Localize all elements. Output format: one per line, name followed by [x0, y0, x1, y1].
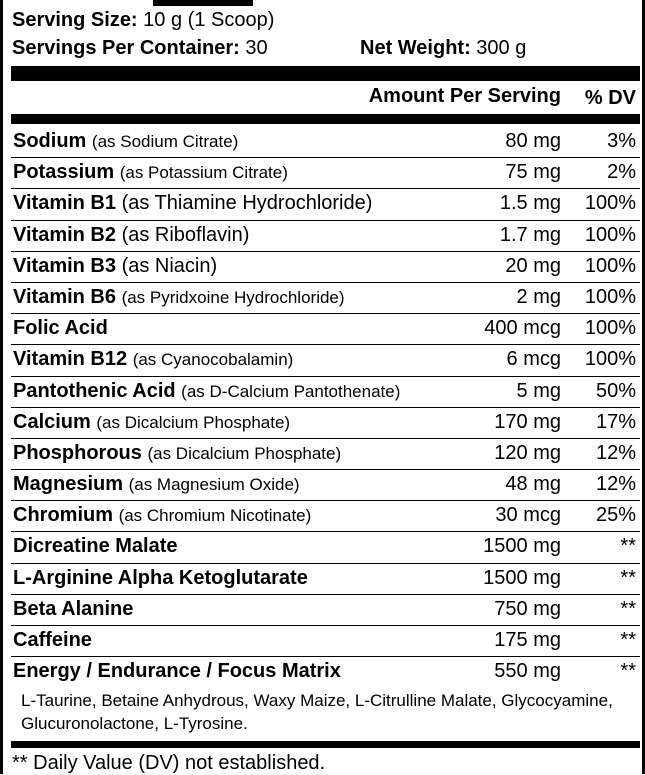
nutrient-source: (as Chromium Nicotinate) [118, 506, 312, 526]
nutrient-amount: 120 mg [494, 441, 561, 464]
nutrient-name-text: Pantothenic Acid [13, 379, 176, 402]
nutrient-source: (as Sodium Citrate) [91, 132, 239, 151]
nutrient-source: (as Dicalcium Phosphate) [96, 412, 291, 432]
nutrient-daily-value: 3% [607, 130, 636, 152]
nutrient-name [13, 255, 217, 278]
net-weight-value: 300 g [476, 37, 527, 59]
nutrient-table [11, 127, 640, 688]
nutrient-name-text: Vitamin B2 [13, 223, 116, 246]
nutrient-name-text: Calcium [13, 410, 91, 433]
nutrient-amount: 550 mg [494, 660, 561, 683]
amount-per-serving-header: Amount Per Serving [368, 85, 561, 107]
nutrient-daily-value: 17% [595, 410, 636, 433]
nutrient-name [13, 317, 108, 340]
net-weight [360, 36, 526, 60]
nutrient-amount: 75 mg [505, 161, 561, 184]
nutrient-name-text: Chromium [13, 504, 113, 527]
nutrient-daily-value: ** [620, 535, 636, 558]
nutrient-daily-value: ** [620, 597, 636, 620]
table-row [11, 158, 640, 189]
serving-size-value: 10 g (1 Scoop) [143, 9, 275, 31]
table-row [11, 189, 640, 220]
nutrient-name [13, 348, 293, 371]
nutrient-daily-value: 2% [607, 161, 636, 184]
nutrient-daily-value: 50% [595, 379, 636, 402]
table-row [11, 626, 640, 657]
table-row [11, 314, 640, 345]
table-row [11, 595, 640, 626]
nutrient-name [13, 192, 372, 215]
servings-per-container-line [12, 36, 632, 60]
nutrient-daily-value: ** [620, 629, 636, 651]
nutrient-amount: 80 mg [505, 130, 561, 152]
nutrient-name-text: Caffeine [13, 629, 92, 651]
nutrient-daily-value: 100% [584, 317, 636, 340]
nutrient-amount: 1.7 mg [499, 223, 561, 246]
table-row [11, 470, 640, 501]
nutrient-amount: 1500 mg [483, 535, 561, 558]
nutrient-amount: 1500 mg [483, 566, 561, 589]
divider-medium [11, 114, 640, 124]
nutrient-name-text: Energy / Endurance / Focus Matrix [13, 660, 341, 683]
nutrient-name-text: Beta Alanine [13, 597, 134, 620]
nutrient-name-text: Vitamin B1 [13, 192, 116, 215]
nutrient-name-text: Vitamin B12 [13, 348, 128, 371]
nutrient-name [13, 442, 341, 465]
nutrient-name [13, 504, 311, 527]
nutrient-daily-value: 100% [584, 192, 636, 215]
nutrient-name-text: Potassium [13, 161, 115, 184]
nutrient-daily-value: 100% [584, 285, 636, 308]
nutrient-amount: 1.5 mg [499, 192, 561, 215]
nutrient-name-text: Vitamin B6 [13, 285, 116, 308]
servings-per-container-value: 30 [245, 37, 268, 59]
nutrient-source: (as Riboflavin) [121, 223, 250, 246]
nutrient-daily-value: 25% [595, 504, 636, 527]
nutrient-amount: 48 mg [505, 473, 561, 496]
nutrient-name [13, 567, 308, 590]
table-row [11, 439, 640, 470]
net-weight-label: Net Weight: [360, 37, 471, 59]
footnote: ** Daily Value (DV) not established. [12, 752, 326, 774]
table-row [11, 657, 640, 688]
nutrient-daily-value: 12% [595, 441, 636, 464]
nutrient-amount: 6 mcg [506, 348, 561, 371]
nutrient-source: (as Magnesium Oxide) [128, 475, 300, 495]
nutrient-name [13, 161, 288, 184]
nutrient-daily-value: 100% [584, 348, 636, 371]
nutrient-source: (as D-Calcium Pantothenate) [181, 381, 401, 401]
nutrient-name-text: Magnesium [13, 473, 124, 496]
table-row [11, 377, 640, 408]
nutrient-name-text: Sodium [13, 130, 87, 152]
nutrient-name [13, 224, 249, 247]
nutrient-amount: 400 mcg [484, 317, 561, 340]
servings-per-container-label: Servings Per Container: [12, 37, 240, 59]
table-row [11, 501, 640, 532]
nutrient-name [13, 535, 178, 558]
nutrient-amount: 20 mg [505, 254, 561, 277]
table-row [11, 532, 640, 563]
table-row [11, 408, 640, 439]
nutrient-name-text: Dicreatine Malate [13, 535, 178, 558]
nutrient-daily-value: ** [620, 566, 636, 589]
nutrient-name-text: Vitamin B3 [13, 254, 116, 277]
nutrient-name-text: Folic Acid [13, 317, 108, 340]
divider-thick [11, 66, 640, 81]
nutrient-amount: 2 mg [516, 285, 561, 308]
nutrient-name [13, 286, 345, 309]
nutrient-amount: 30 mcg [495, 504, 561, 527]
nutrient-daily-value: ** [620, 660, 636, 683]
nutrient-source: (as Niacin) [121, 254, 218, 277]
nutrient-name [13, 660, 341, 683]
column-header-row [11, 84, 640, 112]
nutrient-source: (as Thiamine Hydrochloride) [121, 192, 373, 215]
nutrient-source: (as Cyanocobalamin) [132, 350, 294, 370]
nutrient-name [13, 598, 133, 621]
nutrient-amount: 175 mg [494, 629, 561, 651]
nutrient-name-text: L-Arginine Alpha Ketoglutarate [13, 566, 308, 589]
nutrient-amount: 750 mg [494, 597, 561, 620]
nutrient-source: (as Dicalcium Phosphate) [147, 443, 342, 463]
table-row [11, 127, 640, 158]
nutrient-amount: 170 mg [494, 410, 561, 433]
table-row [11, 252, 640, 283]
nutrient-source: (as Potassium Citrate) [119, 163, 288, 183]
nutrient-daily-value: 100% [584, 223, 636, 246]
nutrient-name [13, 130, 238, 153]
serving-size-label: Serving Size: [12, 9, 138, 31]
nutrient-name [13, 411, 290, 434]
nutrient-amount: 5 mg [516, 379, 561, 402]
table-row [11, 564, 640, 595]
nutrient-name [13, 629, 92, 652]
nutrient-source: (as Pyridxoine Hydrochloride) [121, 287, 345, 307]
table-row [11, 221, 640, 252]
nutrient-daily-value: 12% [595, 473, 636, 496]
matrix-ingredients: L-Taurine, Betaine Anhydrous, Waxy Maize, L-Citrulline Malate, Glycocyamine, Glucuronolactone, L-Tyrosine. [21, 691, 613, 733]
percent-dv-header: % DV [584, 87, 636, 109]
nutrient-name [13, 380, 400, 403]
table-row [11, 283, 640, 314]
nutrient-name [13, 473, 300, 496]
table-row [11, 345, 640, 376]
title-remnant [153, 0, 253, 6]
nutrient-daily-value: 100% [584, 254, 636, 277]
divider-bottom [11, 741, 640, 748]
serving-size-line [12, 8, 274, 32]
nutrient-name-text: Phosphorous [13, 441, 142, 464]
